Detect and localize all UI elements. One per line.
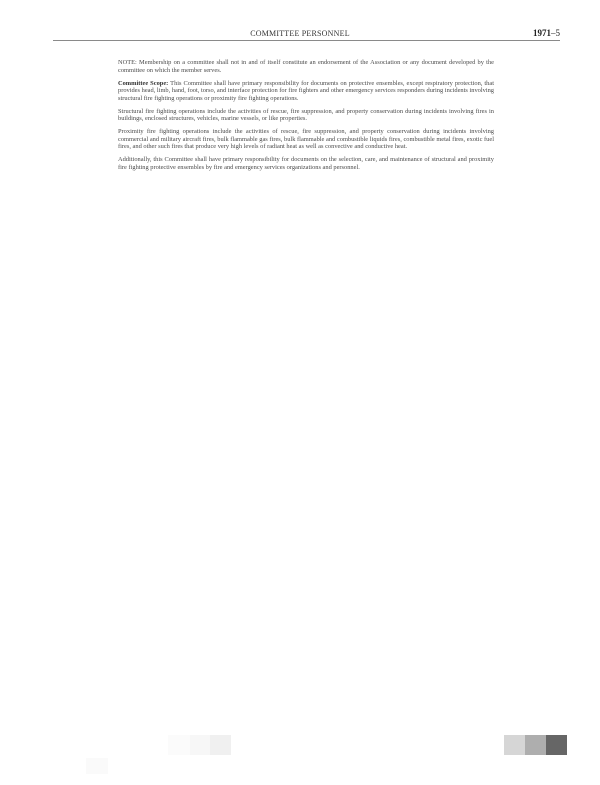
additional-responsibility-paragraph: Additionally, this Committee shall have primary responsibility for documents on the selection, care, and maintenance of structural and proximity fire fighting protective ensembles by fire and emergency services organizations and personnel. (118, 156, 494, 171)
running-header-title: COMMITTEE PERSONNEL (250, 29, 350, 38)
gray-calibration-swatch (504, 735, 525, 755)
committee-scope-section (118, 59, 494, 177)
color-calibration-swatch (190, 735, 210, 755)
proximity-operations-paragraph: Proximity fire fighting operations include the activities of rescue, fire suppression, and property conservation during incidents involving commercial and military aircraft fires, bulk flammable gas fires, bulk flammable and combustible liquids fires, combustible metal fires, exotic fuel fires, and other such fires that produce very high levels of radiant heat as well as convective and conductive heat. (118, 128, 494, 150)
gray-calibration-swatch (525, 735, 546, 755)
committee-scope-label: Committee Scope: (118, 79, 169, 87)
committee-scope-text: This Committee shall have primary responsibility for documents on protective ensembles, except respiratory protection, that provides head, limb, hand, foot, torso, and interface protection for fire fighters and other emergency services responders during incidents involving structural fire fighting operations or proximity fire fighting operations. (118, 79, 494, 102)
header-rule (53, 40, 560, 41)
committee-scope-paragraph (118, 80, 494, 103)
color-calibration-swatch (210, 735, 231, 755)
page-number (533, 28, 560, 38)
page-number-suffix: –5 (551, 28, 560, 38)
print-registration-mark (86, 758, 108, 774)
gray-calibration-swatch (546, 735, 567, 755)
membership-note: NOTE: Membership on a committee shall not in and of itself constitute an endorsement of the Association or any document developed by the committee on which the member serves. (118, 59, 494, 74)
page-number-bold: 1971 (533, 28, 551, 38)
structural-operations-paragraph: Structural fire fighting operations include the activities of rescue, fire suppression, and property conservation during incidents involving fires in buildings, enclosed structures, vehicles, marine vessels, or like properties. (118, 107, 494, 122)
color-calibration-swatch (168, 735, 190, 755)
